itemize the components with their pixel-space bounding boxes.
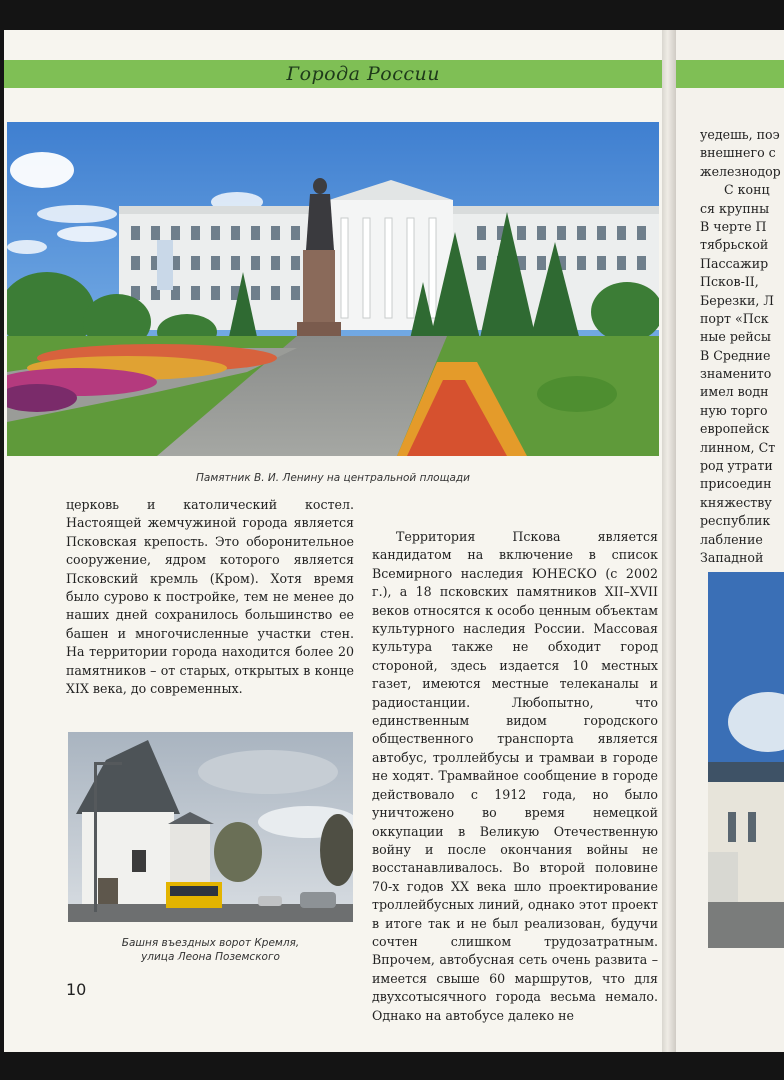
tower-caption-line2: улица Леона Поземского [141, 951, 280, 963]
next-page-line: республик [700, 513, 771, 529]
next-page-line: внешнего с [700, 145, 776, 161]
next-page-line: тябрьской [700, 237, 769, 253]
left-page [4, 30, 662, 1052]
next-page-line: ся крупны [700, 200, 770, 216]
next-page-line: знаменито [700, 366, 772, 382]
next-page-line: имел водн [700, 384, 769, 400]
next-page-line: порт «Пск [700, 310, 769, 326]
tower-photo-caption [68, 936, 353, 964]
page-number: 10 [66, 980, 87, 999]
next-page-line: ную торго [700, 402, 768, 418]
next-page-line: железнодор [700, 163, 781, 179]
next-page-line: европейск [700, 421, 770, 437]
next-page-line: ные рейсы [700, 329, 771, 345]
kremlin-tower-photo [68, 732, 353, 922]
next-page-line: Пассажир [700, 255, 769, 271]
next-page-line: княжеству [700, 494, 772, 510]
tower-caption-line1: Башня въездных ворот Кремля, [121, 937, 300, 949]
next-page-line: лабление [700, 531, 763, 547]
main-photo-caption: Памятник В. И. Ленину на центральной площади [195, 472, 470, 484]
next-page-line: род утрати [700, 458, 773, 474]
next-page-line: В Средние [700, 347, 771, 363]
next-page-line: В черте П [700, 218, 767, 234]
right-text-column [372, 528, 658, 1025]
page-gutter [662, 30, 676, 1052]
next-page-line: Западной [700, 549, 764, 565]
left-column-paragraph: церковь и католический костел. Настоящей жемчужиной города является Псковская крепость. Это оборонительное сооружение, ядром которого является Псковский кремль (Кром). Хотя время было сурово к постройке, тем не менее до наших дней сохранилось большинство ее башен и многочисленные участки стен. На территории города находится более 20 памятников – от старых, открытых в конце XIX века, до современных. [66, 497, 354, 697]
lenin-monument-photo [7, 122, 659, 456]
left-text-column [66, 496, 354, 698]
right-page-header-bar [676, 60, 784, 88]
next-page-line: С конц [724, 182, 770, 198]
next-page-line: присоедин [700, 476, 772, 492]
right-page [676, 30, 784, 1052]
section-title: Города России [286, 63, 440, 85]
next-page-line: Березки, Л [700, 292, 774, 308]
right-column-paragraph: Территория Пскова является кандидатом на включение в список Всемирного наследия ЮНЕСКО (с 2002 г.), а 18 псковских памятников XII–XVII веков относятся к особо ценным объектам культурного наследия России. Массовая культура также не обходит город стороной, здесь издается 10 местных газет, имеются местные телеканалы и радиостанции. Любопытно, что единственным видом городского общественного транспорта является автобус, троллейбусы и трамваи в городе не ходят. Трамвайное сообщение в городе действовало с 1912 года, но было уничтожено во время немецкой оккупации в Великую Отечественную войну и после окончания войны не восстанавливалось. Во второй половине 70-х годов XX века шло проектирование троллейбусных линий, однако этот проект в итоге так и не был реализован, будучи сочтен слишком трудозатратным. Впрочем, автобусная сеть очень развита – имеется свыше 60 маршрутов, что для двухсотысячного города весьма немало. Однако на автобусе далеко не [372, 529, 658, 1023]
next-page-line: линном, Ст [700, 439, 776, 455]
next-page-line: Псков-II, [700, 274, 759, 290]
next-page-photo [708, 572, 784, 948]
next-page-text-fragments [700, 126, 784, 567]
next-page-line: уедешь, поэ [700, 127, 780, 142]
